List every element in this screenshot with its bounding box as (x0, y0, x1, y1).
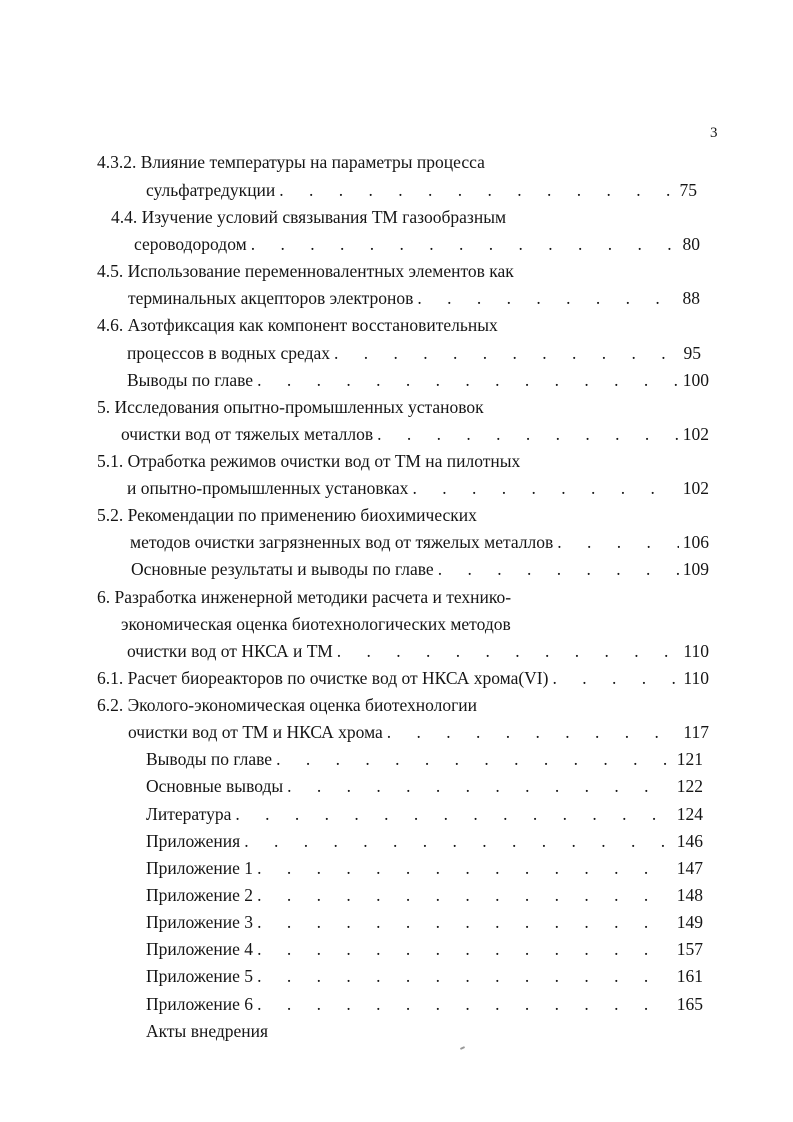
toc-leader-dots (253, 857, 673, 879)
toc-entry-5-2-line1 (97, 504, 477, 526)
toc-leader-dots (413, 287, 678, 309)
toc-page-number: 122 (676, 776, 703, 796)
toc-page-number: 80 (682, 234, 700, 254)
toc-entry-4-5-line1 (97, 260, 514, 282)
toc-entry-5-1-line1 (97, 450, 520, 472)
toc-entry-6-2-line1 (97, 694, 477, 716)
toc-page-number: 148 (676, 885, 703, 905)
toc-page-number: 102 (682, 424, 709, 444)
toc-entry-5-2-line2 (130, 531, 709, 553)
toc-entry-text: 4.6. Азотфиксация как компонент восстановительных (97, 315, 498, 335)
toc-entry-appendix-5 (146, 965, 703, 987)
toc-entry-5-1-line2 (127, 477, 709, 499)
toc-entry-text: сероводородом (134, 234, 247, 254)
toc-entry-4-5-line2 (128, 287, 700, 309)
toc-leader-dots (253, 965, 673, 987)
toc-entry-6-1 (97, 667, 709, 689)
toc-page-number: 124 (676, 804, 703, 824)
page-number: 3 (710, 125, 718, 141)
toc-entry-conclusions-ch4 (127, 369, 709, 391)
toc-entry-text: 4.3.2. Влияние температуры на параметры процесса (97, 152, 485, 172)
toc-entry-text: Приложение 2 (146, 885, 254, 905)
toc-entry-text: очистки вод от НКСА и ТМ (127, 641, 333, 661)
toc-entry-text: 6.2. Эколого-экономическая оценка биотехнологии (97, 695, 478, 715)
toc-entry-conclusions-ch6 (146, 748, 703, 770)
toc-entry-4-3-2-line1 (97, 151, 485, 173)
toc-entry-4-3-2-line2 (146, 179, 697, 201)
toc-page-number: 147 (676, 858, 703, 878)
toc-entry-4-6-line2 (127, 342, 701, 364)
toc-leader-dots (548, 667, 679, 689)
toc-entry-text: и опытно-промышленных установках (127, 478, 409, 498)
toc-page-number: 161 (676, 966, 703, 986)
toc-page-number: 75 (679, 180, 697, 200)
toc-leader-dots (272, 748, 673, 770)
toc-page-number: 102 (682, 478, 709, 498)
toc-page-number: 117 (683, 722, 709, 742)
toc-entry-text: 5. Исследования опытно-промышленных установок (97, 397, 484, 417)
toc-entry-6-line1 (97, 586, 511, 608)
toc-page-number: 121 (676, 749, 703, 769)
toc-entry-text: 6.1. Расчет биореакторов по очистке вод от НКСА хрома(VI) (97, 668, 549, 688)
toc-entry-6-line3 (127, 640, 709, 662)
toc-page-number: 95 (683, 343, 701, 363)
toc-leader-dots (408, 477, 678, 499)
toc-page-number: 106 (682, 532, 709, 552)
toc-leader-dots (247, 233, 679, 255)
toc-leader-dots (383, 721, 680, 743)
toc-entry-4-4-line1 (111, 206, 506, 228)
toc-entry-text: Приложение 1 (146, 858, 254, 878)
toc-entry-text: очистки вод от ТМ и НКСА хрома (128, 722, 383, 742)
toc-entry-text: 4.4. Изучение условий связывания ТМ газообразным (111, 207, 507, 227)
toc-page-number: 109 (682, 559, 709, 579)
toc-entry-4-6-line1 (97, 314, 498, 336)
toc-entry-implementation-acts (146, 1020, 268, 1042)
toc-page-number: 146 (676, 831, 703, 851)
toc-entry-text: Выводы по главе (146, 749, 273, 769)
toc-page-number: 110 (683, 668, 709, 688)
toc-leader-dots (231, 803, 672, 825)
toc-entry-4-4-line2 (134, 233, 700, 255)
toc-page-number: 110 (683, 641, 709, 661)
toc-entry-appendix-6 (146, 993, 703, 1015)
toc-leader-dots (553, 531, 678, 553)
toc-entry-text: экономическая оценка биотехнологических методов (121, 614, 511, 634)
toc-entry-text: 5.2. Рекомендации по применению биохимических (97, 505, 477, 525)
toc-entry-5-line2 (121, 423, 709, 445)
toc-entry-text: Основные выводы (146, 776, 284, 796)
toc-entry-text: Приложение 6 (146, 994, 254, 1014)
toc-entry-appendix-1 (146, 857, 703, 879)
toc-entry-text: процессов в водных средах (127, 343, 331, 363)
toc-leader-dots (253, 993, 673, 1015)
toc-page-number: 165 (676, 994, 703, 1014)
toc-leader-dots (330, 342, 679, 364)
toc-entry-appendix-2 (146, 884, 703, 906)
toc-entry-results-ch5 (131, 558, 709, 580)
toc-leader-dots (333, 640, 680, 662)
toc-entry-text: 4.5. Использование переменновалентных элементов как (97, 261, 514, 281)
toc-entry-text: Основные результаты и выводы по главе (131, 559, 434, 579)
toc-leader-dots (253, 911, 673, 933)
toc-entry-text: Приложение 3 (146, 912, 254, 932)
toc-entry-appendix-4 (146, 938, 703, 960)
toc-entry-text: Выводы по главе (127, 370, 254, 390)
toc-entry-text: Приложение 5 (146, 966, 254, 986)
toc-entry-text: 6. Разработка инженерной методики расчета и технико- (97, 587, 512, 607)
toc-leader-dots (240, 830, 673, 852)
toc-entry-text: 5.1. Отработка режимов очистки вод от ТМ на пилотных (97, 451, 521, 471)
toc-entry-text: Приложение 4 (146, 939, 254, 959)
toc-entry-5-line1 (97, 396, 484, 418)
toc-entry-main-conclusions (146, 775, 703, 797)
scan-speck (460, 1046, 465, 1050)
toc-page-number: 100 (682, 370, 709, 390)
toc-entry-6-2-line2 (128, 721, 709, 743)
toc-leader-dots (253, 884, 673, 906)
toc-leader-dots (434, 558, 679, 580)
toc-entry-text: Литература (146, 804, 232, 824)
toc-entry-text: Акты внедрения (146, 1021, 269, 1041)
toc-entry-text: сульфатредукции (146, 180, 276, 200)
toc-page-number: 157 (676, 939, 703, 959)
toc-entry-text: очистки вод от тяжелых металлов (121, 424, 374, 444)
toc-leader-dots (253, 938, 673, 960)
toc-entry-literature (146, 803, 703, 825)
toc-leader-dots (373, 423, 679, 445)
toc-page-number: 88 (682, 288, 700, 308)
toc-entry-appendices (146, 830, 703, 852)
toc-entry-text: терминальных акцепторов электронов (128, 288, 414, 308)
toc-page-number: 149 (676, 912, 703, 932)
toc-entry-text: Приложения (146, 831, 241, 851)
toc-entry-text: методов очистки загрязненных вод от тяжелых металлов (130, 532, 554, 552)
toc-entry-appendix-3 (146, 911, 703, 933)
toc-leader-dots (283, 775, 673, 797)
toc-entry-6-line2 (121, 613, 511, 635)
toc-leader-dots (275, 179, 675, 201)
toc-leader-dots (253, 369, 679, 391)
